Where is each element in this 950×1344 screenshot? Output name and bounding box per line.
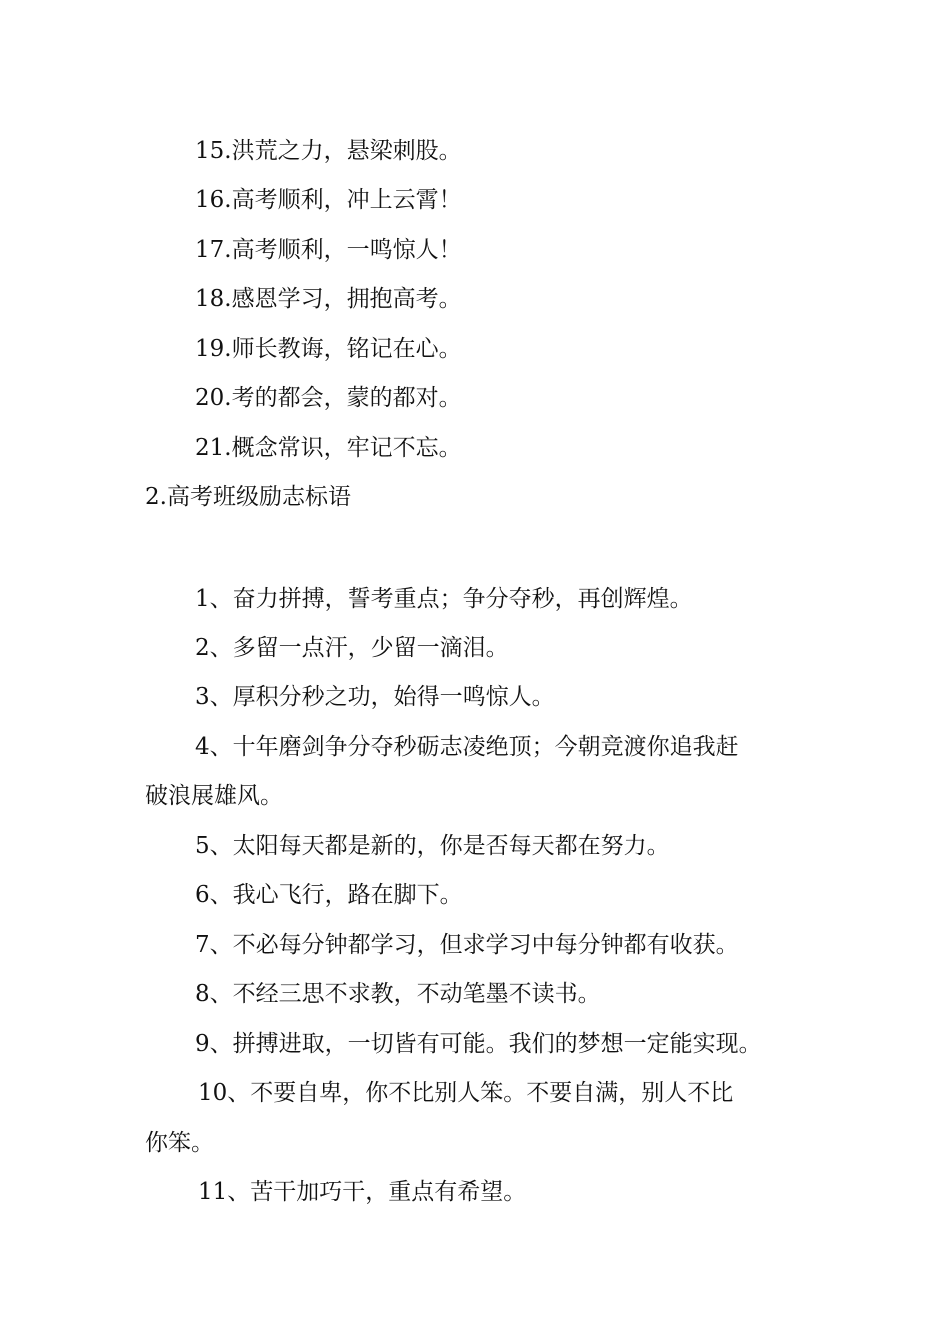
slogan-item-18: 18.感恩学习，拥抱高考。 — [195, 286, 462, 312]
class-slogan-10-line2: 你笨。 — [145, 1130, 214, 1156]
class-slogan-10-line1: 10、不要自卑，你不比别人笨。不要自满，别人不比 — [198, 1080, 734, 1106]
class-slogan-4-line2: 破浪展雄风。 — [145, 783, 283, 809]
section-heading: 2.高考班级励志标语 — [145, 484, 351, 510]
class-slogan-8: 8、不经三思不求教，不动笔墨不读书。 — [195, 981, 601, 1007]
class-slogan-3: 3、厚积分秒之功，始得一鸣惊人。 — [195, 684, 555, 710]
class-slogan-2: 2、多留一点汗，少留一滴泪。 — [195, 635, 509, 661]
slogan-item-15: 15.洪荒之力，悬梁刺股。 — [195, 138, 462, 164]
class-slogan-1: 1、奋力拼搏，誓考重点；争分夺秒，再创辉煌。 — [195, 586, 693, 612]
class-slogan-11: 11、苦干加巧干，重点有希望。 — [198, 1179, 527, 1205]
class-slogan-9: 9、拼搏进取，一切皆有可能。我们的梦想一定能实现。 — [195, 1031, 762, 1057]
slogan-item-17: 17.高考顺利，一鸣惊人！ — [195, 237, 462, 263]
class-slogan-5: 5、太阳每天都是新的，你是否每天都在努力。 — [195, 833, 670, 859]
class-slogan-4-line1: 4、十年磨剑争分夺秒砺志凌绝顶；今朝竞渡你追我赶 — [195, 734, 739, 760]
class-slogan-6: 6、我心飞行，路在脚下。 — [195, 882, 463, 908]
class-slogan-7: 7、不必每分钟都学习，但求学习中每分钟都有收获。 — [195, 932, 739, 958]
slogan-item-21: 21.概念常识，牢记不忘。 — [195, 435, 462, 461]
slogan-item-16: 16.高考顺利，冲上云霄！ — [195, 187, 462, 213]
slogan-item-19: 19.师长教诲，铭记在心。 — [195, 336, 462, 362]
slogan-item-20: 20.考的都会，蒙的都对。 — [195, 385, 462, 411]
